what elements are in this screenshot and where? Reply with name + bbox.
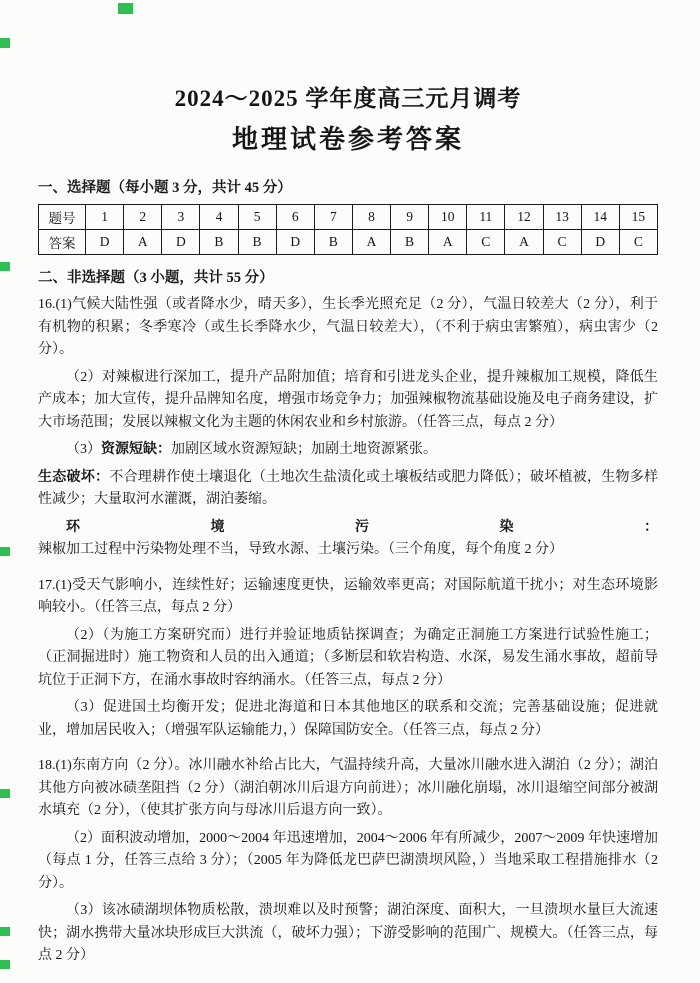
answer-row-header: 答案 bbox=[39, 230, 86, 255]
answer-text: 不合理耕作使土壤退化（土地次生盐渍化或土壤板结或肥力降低）；破坏植被，生物多样性减少；大量取河水灌溉，湖泊萎缩。 bbox=[38, 469, 658, 507]
answer-text: 加剧区域水资源短缺；加剧土地资源紧张。 bbox=[171, 442, 437, 457]
scan-registration-mark bbox=[118, 3, 133, 14]
answer-cell: C bbox=[619, 230, 657, 255]
answer-text: （2）（为施工方案研究而）进行并验证地质钻探调查；为确定正洞施工方案进行试验性施工；（正洞掘进时）施工物资和人员的出入通道；（多断层和软岩构造、水深，易发生涌水事故，超前导坑位于正洞下方，在涌水事故时容纳涌水。（任答三点，每点 2 分） bbox=[38, 627, 658, 688]
scan-registration-mark bbox=[0, 960, 10, 969]
table-row bbox=[39, 205, 658, 230]
scan-registration-mark bbox=[0, 547, 10, 556]
answer-paragraph bbox=[38, 367, 658, 435]
answer-cell: B bbox=[200, 230, 238, 255]
question-number-cell: 5 bbox=[238, 205, 276, 230]
scan-registration-mark bbox=[0, 38, 10, 48]
answer-cell: C bbox=[467, 230, 505, 255]
answer-keyword: 环境污染： bbox=[66, 519, 658, 535]
section2-heading: 二、非选择题（3 小题，共计 55 分） bbox=[38, 270, 274, 286]
answer-text: 辣椒加工过程中污染物处理不当，导致水源、土壤污染。（三个角度，每个角度 2 分） bbox=[38, 542, 563, 557]
answer-paragraph bbox=[38, 294, 658, 362]
answer-cell: A bbox=[124, 230, 162, 255]
question-number-cell: 12 bbox=[505, 205, 543, 230]
answer-table-body bbox=[39, 205, 658, 255]
answer-paragraph bbox=[38, 900, 658, 968]
answer-text: （2）面积波动增加，2000～2004 年迅速增加，2004～2006 年有所减少，2007～2009 年快速增加（每点 1 分，任答三点给 3 分）；（2005 年为降低龙巴萨巴湖溃坝风险，）当地采取工程措施排水（2 分）。 bbox=[38, 830, 658, 891]
answer-paragraph bbox=[38, 625, 658, 693]
question-number-cell: 8 bbox=[352, 205, 390, 230]
question-18 bbox=[38, 755, 658, 968]
question-number-cell: 9 bbox=[391, 205, 429, 230]
answer-cell: C bbox=[543, 230, 581, 255]
table-row bbox=[39, 230, 658, 255]
question-number-cell: 2 bbox=[124, 205, 162, 230]
answer-cell: D bbox=[581, 230, 619, 255]
answer-paragraph bbox=[38, 575, 658, 620]
answer-text: （3） bbox=[66, 442, 101, 457]
answer-keyword: 生态破坏： bbox=[38, 469, 110, 485]
question-number-cell: 10 bbox=[429, 205, 467, 230]
answer-text: （3）该冰碛湖坝体物质松散，溃坝难以及时预警；湖泊深度、面积大，一旦溃坝水量巨大流速快；湖水携带大量冰块形成巨大洪流（，破坏力强）；下游受影响的范围广、规模大。（任答三点，每点 2 分） bbox=[38, 903, 658, 963]
question-number-cell: 6 bbox=[276, 205, 314, 230]
question-number-cell: 15 bbox=[619, 205, 657, 230]
answer-cell: B bbox=[391, 230, 429, 255]
answer-text: 18.(1)东南方向（2 分）。冰川融水补给占比大，气温持续升高，大量冰川融水进入湖泊（2 分）；湖泊其他方向被冰碛垄阻挡（2 分）（湖泊朝冰川后退方向前进）；冰川融化崩塌，冰川退缩空间部分被湖水填充（2 分），（使其扩张方向与母冰川后退方向一致）。 bbox=[38, 758, 658, 818]
question-number-cell: 7 bbox=[314, 205, 352, 230]
scan-registration-mark bbox=[0, 927, 10, 936]
questions-container bbox=[38, 294, 658, 968]
answer-paragraph bbox=[38, 755, 658, 823]
answer-keyword: 资源短缺： bbox=[101, 442, 171, 457]
question-number-cell: 13 bbox=[543, 205, 581, 230]
question-number-cell: 3 bbox=[162, 205, 200, 230]
answer-text: 16.(1)气候大陆性强（或者降水少，晴天多），生长季光照充足（2 分），气温日较差大（2 分），利于有机物的积累；冬季寒冷（或生长季降水少，气温日较差大），（不利于病虫害繁殖），病虫害少（2 分）。 bbox=[38, 297, 658, 357]
answer-cell: B bbox=[314, 230, 352, 255]
answer-paragraph bbox=[38, 467, 658, 512]
answer-paragraph bbox=[38, 697, 658, 742]
question-number-cell: 11 bbox=[467, 205, 505, 230]
answer-cell: A bbox=[352, 230, 390, 255]
answer-paragraph bbox=[38, 828, 658, 896]
answer-table bbox=[38, 204, 658, 255]
document-title-line1: 2024～2025 学年度高三元月调考 bbox=[174, 86, 522, 111]
answer-paragraph bbox=[38, 439, 658, 462]
answer-text: （3）促进国土均衡开发；促进北海道和日本其他地区的联系和交流；完善基础设施；促进就业，增加居民收入；（增强军队运输能力，）保障国防安全。（任答三点，每点 2 分） bbox=[38, 700, 658, 738]
question-number-cell: 14 bbox=[581, 205, 619, 230]
question-number-cell: 4 bbox=[200, 205, 238, 230]
answer-paragraph bbox=[38, 517, 658, 562]
scan-registration-mark bbox=[0, 789, 10, 798]
answer-text: 17.(1)受天气影响小，连续性好；运输速度更快，运输效率更高；对国际航道干扰小；对生态环境影响较小。（任答三点，每点 2 分） bbox=[38, 577, 658, 615]
answer-cell: D bbox=[162, 230, 200, 255]
question-number-header: 题号 bbox=[39, 205, 86, 230]
question-number-cell: 1 bbox=[86, 205, 124, 230]
question-17 bbox=[38, 575, 658, 743]
section1-heading: 一、选择题（每小题 3 分，共计 45 分） bbox=[38, 180, 292, 196]
answer-cell: A bbox=[505, 230, 543, 255]
document-title-line2: 地理试卷参考答案 bbox=[231, 125, 464, 154]
answer-text: （2）对辣椒进行深加工，提升产品附加值；培育和引进龙头企业，提升辣椒加工规模，降低生产成本；加大宣传，提升品牌知名度，增强市场竞争力；加强辣椒物流基础设施及电子商务建设，扩大市场范围；发展以辣椒文化为主题的休闲农业和乡村旅游。（任答三点，每点 2 分） bbox=[38, 369, 658, 430]
question-16 bbox=[38, 294, 658, 562]
answer-cell: B bbox=[238, 230, 276, 255]
answer-cell: D bbox=[86, 230, 124, 255]
scan-registration-mark bbox=[0, 262, 10, 271]
answer-cell: D bbox=[276, 230, 314, 255]
answer-cell: A bbox=[429, 230, 467, 255]
